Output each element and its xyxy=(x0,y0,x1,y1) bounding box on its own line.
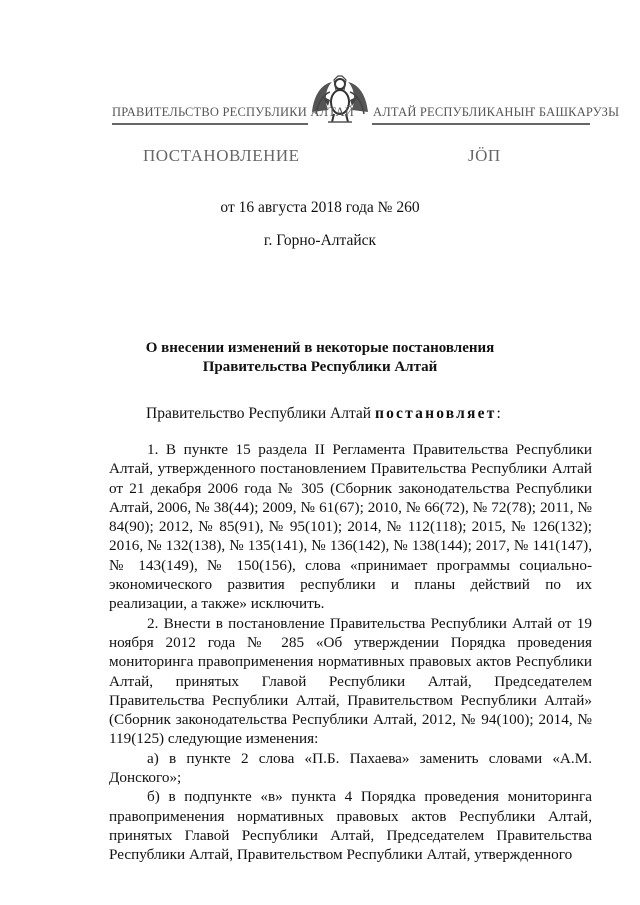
document-title xyxy=(0,339,640,377)
paragraph-2: 2. Внести в постановление Правительства Республики Алтай от 19 ноября 2012 года № 285 «Об утверждении Порядка проведения мониторинга правоприменения нормативных правовых актов Республики Алтай, принятых Главой Республики Алтай, Председателем Правительства Республики Алтай, Правительством Республики Алтай» (Сборник законодательства Республики Алтай, 2012, № 94(100); 2014, № 119(125) следующие изменения: xyxy=(109,614,592,748)
title-line-1: О внесении изменений в некоторые постановления xyxy=(145,340,495,356)
org-name-altai: АЛТАЙ РЕСПУБЛИКАНЫҤ БАШКАРУЗЫ xyxy=(373,105,620,119)
paragraph-2b: б) в подпункте «в» пункта 4 Порядка проведения мониторинга правоприменения нормативных правовых актов Республики Алтай, принятых Главой Республики Алтай, Председателем Правительства Республики Алтай, Правительством Республики Алтай, утвержденного xyxy=(109,788,592,864)
preamble-suffix: : xyxy=(496,405,501,422)
header-rule-left xyxy=(112,123,308,125)
preamble xyxy=(146,405,501,423)
header-rule-right xyxy=(372,123,590,125)
preamble-verb: постановляет xyxy=(374,405,497,422)
document-city: г. Горно-Алтайск xyxy=(263,232,377,249)
paragraph-2a: а) в пункте 2 слова «П.Б. Пахаева» заменить словами «А.М. Донского»; xyxy=(109,749,592,787)
org-name-russian: ПРАВИТЕЛЬСТВО РЕСПУБЛИКИ АЛТАЙ xyxy=(112,105,354,119)
document-body xyxy=(109,440,592,865)
title-line-2: Правительства Республики Алтай xyxy=(202,359,438,375)
document-kind-altai: ЈӦП xyxy=(468,146,501,165)
paragraph-1: 1. В пункте 15 раздела II Регламента Правительства Республики Алтай, утвержденного постановлением Правительства Республики Алтай от 21 декабря 2006 года № 305 (Сборник законодательства Республики Алтай, 2006, № 38(44); 2009, № 61(67); 2010, № 66(72), № 72(78); 2011, № 84(90); 2012, № 85(91), № 95(101); 2014, № 112(118); 2015, № 126(132); 2016, № 132(138), № 135(141), № 136(142), № 138(144); 2017, № 141(147), № 143(149), № 150(156), слова «принимает программы социально-экономического развития республики и планы действий по их реализации, а также» исключить. xyxy=(109,441,592,613)
document-kind-russian: ПОСТАНОВЛЕНИЕ xyxy=(143,146,300,165)
document-date-number: от 16 августа 2018 года № 260 xyxy=(220,199,420,216)
preamble-text: Правительство Республики Алтай xyxy=(146,405,375,422)
